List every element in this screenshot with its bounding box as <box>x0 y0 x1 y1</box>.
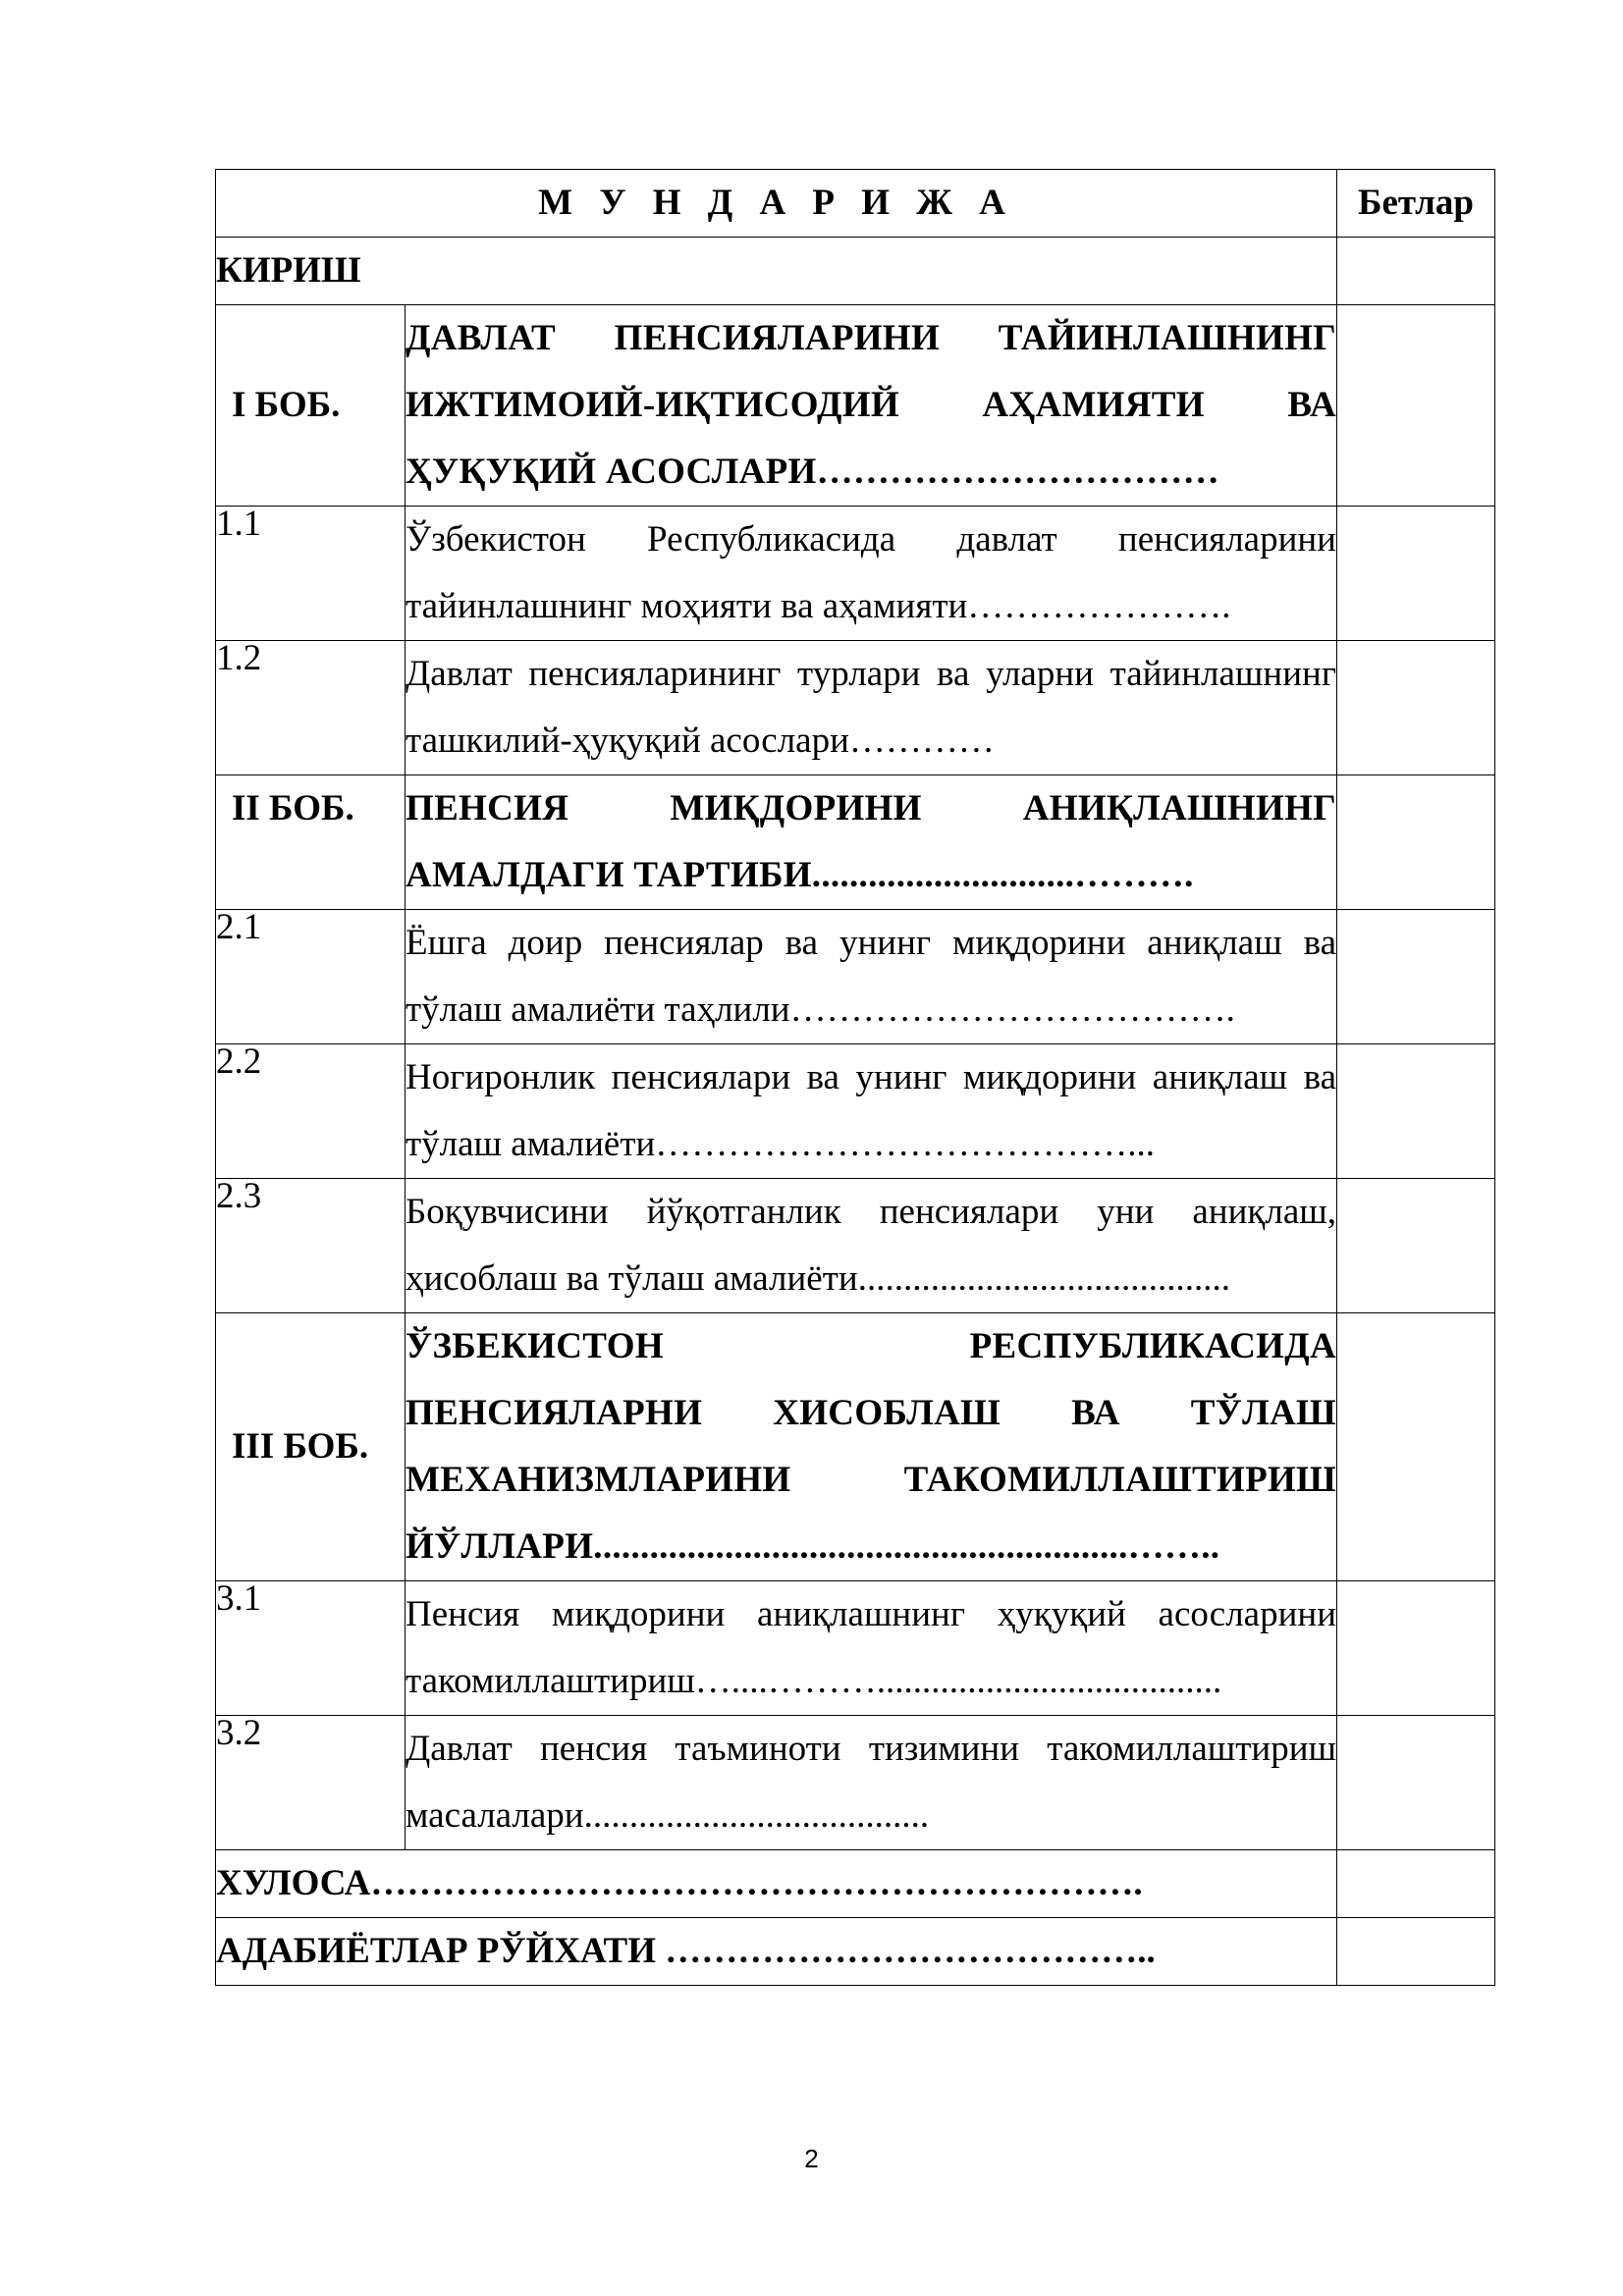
chapter-1-title: ДАВЛАТ ПЕНСИЯЛАРИНИ ТАЙИНЛАШНИНГ ИЖТИМОИЙ-ИҚТИСОДИЙ АҲАМИЯТИ ВА ҲУҚУҚИЙ АСОСЛАРИ…………………………… <box>406 305 1337 507</box>
page-number: 2 <box>804 2144 819 2173</box>
chapter-2-number: II БОБ. <box>216 775 406 910</box>
toc-row-section-1-2 <box>216 641 1495 775</box>
toc-header-row <box>216 170 1495 238</box>
page-cell <box>1337 641 1495 775</box>
table-of-contents <box>215 169 1495 1986</box>
page-cell <box>1337 1179 1495 1313</box>
chapter-3-title: ЎЗБЕКИСТОН РЕСПУБЛИКАСИДА ПЕНСИЯЛАРНИ ХИСОБЛАШ ВА ТЎЛАШ МЕХАНИЗМЛАРИНИ ТАКОМИЛЛАШТИРИШ ЙЎЛЛАРИ.........................................................…….. <box>406 1313 1337 1581</box>
section-2-2-title: Ногиронлик пенсиялари ва унинг миқдорини аниқлаш ва тўлаш амалиёти…………………………………... <box>406 1044 1337 1179</box>
page-cell <box>1337 1044 1495 1179</box>
introduction-title: КИРИШ <box>216 238 1337 305</box>
section-1-1-title: Ўзбекистон Республикасида давлат пенсияларини тайинлашнинг моҳияти ва аҳамияти…………………. <box>406 507 1337 641</box>
page-cell <box>1337 238 1495 305</box>
page-cell <box>1337 1918 1495 1986</box>
toc-row-section-3-1 <box>216 1581 1495 1716</box>
toc-row-section-2-2 <box>216 1044 1495 1179</box>
toc-row-section-2-1 <box>216 910 1495 1044</box>
page-cell <box>1337 1581 1495 1716</box>
section-1-1-number: 1.1 <box>216 507 406 641</box>
toc-row-bibliography <box>216 1918 1495 1986</box>
toc-row-section-1-1 <box>216 507 1495 641</box>
page-cell <box>1337 1850 1495 1918</box>
page-cell <box>1337 507 1495 641</box>
pages-column-heading: Бетлар <box>1337 170 1495 238</box>
section-2-1-number: 2.1 <box>216 910 406 1044</box>
section-2-3-title: Боқувчисини йўқотганлик пенсиялари уни аниқлаш, ҳисоблаш ва тўлаш амалиёти......................................... <box>406 1179 1337 1313</box>
section-1-2-title: Давлат пенсияларининг турлари ва уларни тайинлашнинг ташкилий-ҳуқуқий асослари………… <box>406 641 1337 775</box>
toc-row-section-2-3 <box>216 1179 1495 1313</box>
section-2-2-number: 2.2 <box>216 1044 406 1179</box>
section-3-2-title: Давлат пенсия таъминоти тизимини такомиллаштириш масалалари...................................... <box>406 1716 1337 1850</box>
section-3-1-title: Пенсия миқдорини аниқлашнинг ҳуқуқий асосларини такомиллаштириш…....………...................................... <box>406 1581 1337 1716</box>
page-cell <box>1337 775 1495 910</box>
toc-row-introduction <box>216 238 1495 305</box>
chapter-3-number: III БОБ. <box>216 1313 406 1581</box>
page-cell <box>1337 305 1495 507</box>
section-3-2-number: 3.2 <box>216 1716 406 1850</box>
section-2-1-title: Ёшга доир пенсиялар ва унинг миқдорини аниқлаш ва тўлаш амалиёти таҳлили………………………………. <box>406 910 1337 1044</box>
toc-row-conclusion <box>216 1850 1495 1918</box>
toc-row-chapter-2 <box>216 775 1495 910</box>
toc-row-section-3-2 <box>216 1716 1495 1850</box>
page-cell <box>1337 1716 1495 1850</box>
chapter-1-number: I БОБ. <box>216 305 406 507</box>
bibliography-title: АДАБИЁТЛАР РЎЙХАТИ ………………………………….. <box>216 1918 1337 1986</box>
chapter-2-title: ПЕНСИЯ МИҚДОРИНИ АНИҚЛАШНИНГ АМАЛДАГИ ТАРТИБИ............................………. <box>406 775 1337 910</box>
section-2-3-number: 2.3 <box>216 1179 406 1313</box>
page-cell <box>1337 910 1495 1044</box>
section-1-2-number: 1.2 <box>216 641 406 775</box>
toc-row-chapter-1 <box>216 305 1495 507</box>
page-cell <box>1337 1313 1495 1581</box>
section-3-1-number: 3.1 <box>216 1581 406 1716</box>
toc-row-chapter-3 <box>216 1313 1495 1581</box>
toc-heading: М У Н Д А Р И Ж А <box>216 170 1337 238</box>
conclusion-title: ХУЛОСА………………………………………………………. <box>216 1850 1337 1918</box>
